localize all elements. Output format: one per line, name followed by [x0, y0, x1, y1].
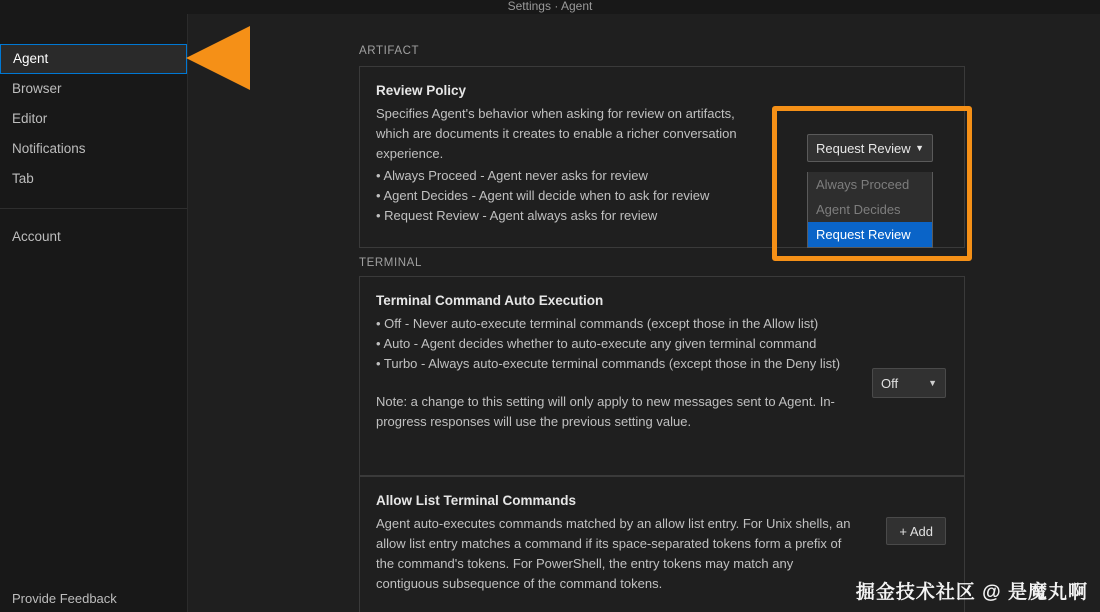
sidebar-nav [0, 14, 187, 252]
allow-list-add-button[interactable] [886, 517, 946, 545]
sidebar-item-label: Tab [12, 171, 34, 186]
allow-list-title: Allow List Terminal Commands [376, 493, 577, 508]
section-label-artifact: ARTIFACT [359, 45, 420, 57]
terminal-auto-execution-title: Terminal Command Auto Execution [376, 293, 604, 308]
dropdown-option-always-proceed[interactable]: Always Proceed [816, 177, 910, 192]
allow-list-add-button-label: + Add [899, 523, 933, 539]
review-policy-bullet-always-proceed: • Always Proceed - Agent never asks for review [376, 168, 648, 183]
dropdown-option-agent-decides[interactable]: Agent Decides [816, 202, 901, 217]
dropdown-option-request-review[interactable]: Request Review [808, 222, 932, 247]
arrow-annotation-agent [186, 26, 250, 90]
settings-sidebar [0, 14, 188, 612]
sidebar-item-agent[interactable] [0, 44, 187, 74]
sidebar-item-tab[interactable] [0, 164, 187, 194]
watermark-text: 掘金技术社区 @ 是魔丸啊 [855, 582, 1088, 603]
sidebar-item-label: Account [12, 229, 61, 244]
section-label-terminal: TERMINAL [359, 257, 422, 269]
terminal-bullet-turbo: • Turbo - Always auto-execute terminal commands (except those in the Deny list) [376, 356, 841, 371]
review-policy-bullet-agent-decides: • Agent Decides - Agent will decide when to ask for review [376, 188, 710, 203]
chevron-down-icon: ▼ [915, 143, 924, 153]
window-title: Settings · Agent [0, 0, 1100, 14]
sidebar-item-browser[interactable] [0, 74, 187, 104]
sidebar-item-label: Agent [13, 51, 49, 66]
settings-content [188, 14, 1100, 612]
chevron-down-icon: ▼ [928, 378, 937, 388]
terminal-auto-execution-card [359, 276, 965, 476]
highlight-annotation-dropdown [772, 106, 972, 261]
terminal-bullet-off: • Off - Never auto-execute terminal commands (except those in the Allow list) [376, 316, 819, 331]
review-policy-description: Specifies Agent's behavior when asking for review on artifacts, which are documents it creates to enable a richer conversation experience. [376, 106, 737, 161]
sidebar-item-notifications[interactable] [0, 134, 187, 164]
terminal-bullet-auto: • Auto - Agent decides whether to auto-execute any given terminal command [376, 336, 817, 351]
terminal-auto-execution-note: Note: a change to this setting will only apply to new messages sent to Agent. In-progress responses will use the previous setting value. [376, 394, 835, 429]
sidebar-item-label: Notifications [12, 141, 86, 156]
terminal-auto-execution-select-value: Off [881, 375, 899, 391]
sidebar-item-editor[interactable] [0, 104, 187, 134]
review-policy-title: Review Policy [376, 83, 467, 98]
sidebar-item-label: Editor [12, 111, 48, 126]
sidebar-divider [0, 208, 187, 209]
allow-list-description: Agent auto-executes commands matched by an allow list entry. For Unix shells, an allow list entry matches a command if its space-separated tokens form a prefix of the command's tokens. For PowerShell, the entry tokens may match any contiguous subsequence of the command tokens. [376, 516, 851, 591]
provide-feedback-link[interactable]: Provide Feedback [12, 591, 117, 606]
terminal-auto-execution-select[interactable] [872, 368, 946, 398]
review-policy-dropdown-value: Request Review [816, 140, 911, 156]
sidebar-item-account[interactable] [0, 222, 187, 252]
sidebar-item-label: Browser [12, 81, 62, 96]
review-policy-bullet-request-review: • Request Review - Agent always asks for review [376, 208, 658, 223]
